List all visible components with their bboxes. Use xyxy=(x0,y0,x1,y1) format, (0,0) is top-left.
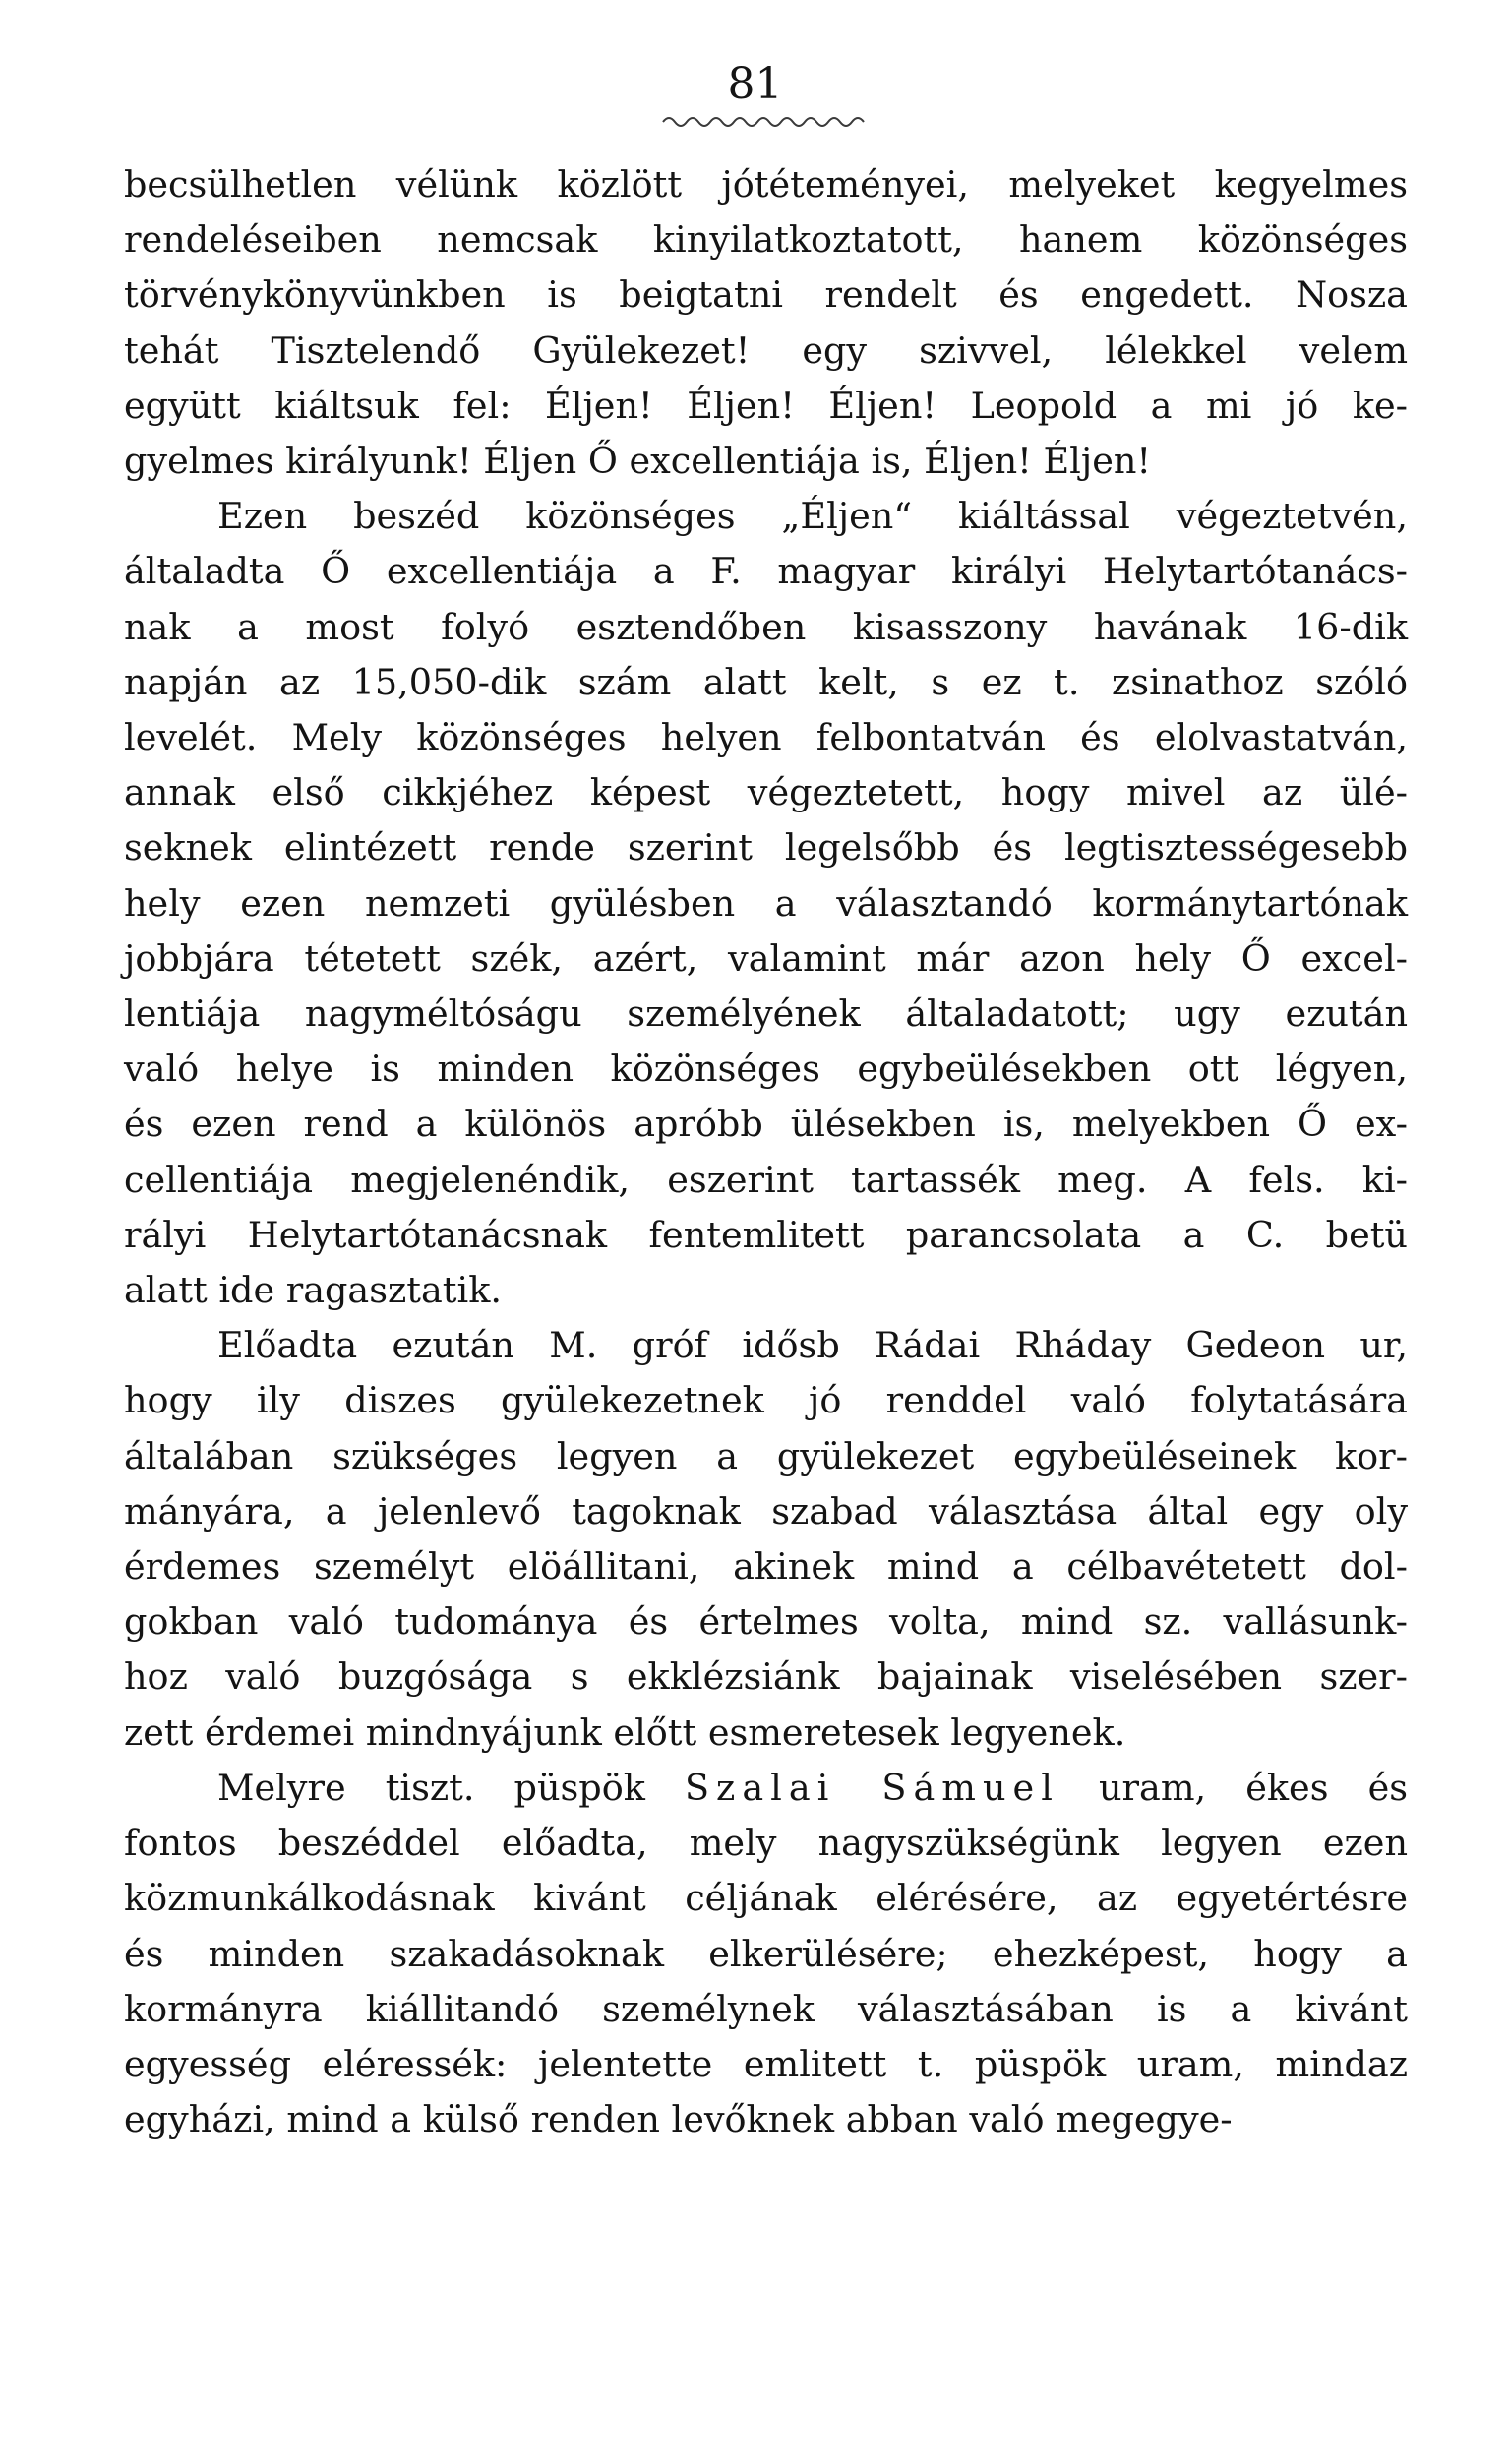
paragraph xyxy=(124,157,1408,489)
text-line: való helye is minden közönséges egybeülésekben ott légyen, xyxy=(124,1048,1408,1091)
text-line: Előadta ezután M. gróf idősb Rádai Rháday Gedeon ur, xyxy=(217,1324,1408,1367)
text-line: érdemes személyt elöállitani, akinek mind a célbavétetett dol- xyxy=(124,1545,1408,1589)
text-line: hogy ily diszes gyülekezetnek jó renddel való folytatására xyxy=(124,1379,1408,1422)
text-line: és ezen rend a különös apróbb ülésekben is, melyekben Ő ex- xyxy=(124,1103,1408,1146)
text-line: mányára, a jelenlevő tagoknak szabad választása által egy oly xyxy=(124,1489,1408,1532)
wavy-rule-ornament xyxy=(661,110,868,130)
text-line: gokban való tudománya és értelmes volta, mind sz. vallásunk- xyxy=(124,1600,1408,1644)
text-line: egyesség eléressék: jelentette emlitett t. püspök uram, mindaz xyxy=(124,2042,1408,2085)
text-line: hoz való buzgósága s ekklézsiánk bajainak viselésében szer- xyxy=(124,1655,1408,1699)
page-number: 81 xyxy=(727,59,783,109)
text-line: rendeléseiben nemcsak kinyilatkoztatott, hanem közönséges xyxy=(124,218,1408,262)
text-line: hely ezen nemzeti gyülésben a választandó kormánytartónak xyxy=(124,881,1408,925)
text-line: jobbjára tétetett szék, azért, valamint már azon hely Ő excel- xyxy=(124,936,1408,980)
text-line: gyelmes királyunk! Éljen Ő excellentiája is, Éljen! Éljen! xyxy=(124,440,1152,483)
text-line: és minden szakadásoknak elkerülésére; ehezképest, hogy a xyxy=(124,1932,1408,1975)
text-line: általadta Ő excellentiája a F. magyar királyi Helytartótanács- xyxy=(124,550,1408,593)
text-line: rályi Helytartótanácsnak fentemlitett parancsolata a C. betü xyxy=(124,1213,1408,1256)
text-line: nak a most folyó esztendőben kisasszony havának 16-dik xyxy=(124,605,1408,648)
text-line: Ezen beszéd közönséges „Éljen“ kiáltással végeztetvén, xyxy=(217,495,1408,538)
text-line: alatt ide ragasztatik. xyxy=(124,1269,502,1312)
paragraph xyxy=(124,1761,1408,2147)
text-line: seknek elintézett rende szerint legelsőbb és legtisztességesebb xyxy=(124,826,1408,870)
text-line: napján az 15,050-dik szám alatt kelt, s ez t. zsinathoz szóló xyxy=(124,660,1408,703)
text-line: annak első cikkjéhez képest végeztetett, hogy mivel az ülé- xyxy=(124,771,1408,814)
text-line: egyházi, mind a külső renden levőknek abban való megegye- xyxy=(124,2098,1233,2141)
text-line: cellentiája megjelenéndik, eszerint tartassék meg. A fels. ki- xyxy=(124,1158,1408,1201)
text-line: Melyre tiszt. püspök Szalai Sámuel uram, ékes és xyxy=(217,1766,1408,1809)
text-line: közmunkálkodásnak kivánt céljának elérésére, az egyetértésre xyxy=(124,1877,1408,1920)
text-line: együtt kiáltsuk fel: Éljen! Éljen! Éljen! Leopold a mi jó ke- xyxy=(124,384,1408,427)
body-text xyxy=(124,157,1408,2147)
text-line: általában szükséges legyen a gyülekezet egybeüléseinek kor- xyxy=(124,1434,1408,1477)
paragraph xyxy=(124,1318,1408,1761)
text-line: tehát Tisztelendő Gyülekezet! egy szivvel, lélekkel velem xyxy=(124,329,1408,372)
text-line: zett érdemei mindnyájunk előtt esmeretesek legyenek. xyxy=(124,1711,1126,1754)
text-line: lentiája nagyméltóságu személyének általadatott; ugy ezután xyxy=(124,992,1408,1036)
text-line: törvénykönyvünkben is beigtatni rendelt és engedett. Nosza xyxy=(124,273,1408,317)
text-line: fontos beszéddel előadta, mely nagyszükségünk legyen ezen xyxy=(124,1822,1408,1865)
paragraph xyxy=(124,489,1408,1318)
text-line: levelét. Mely közönséges helyen felbontatván és elolvastatván, xyxy=(124,716,1408,759)
text-line: kormányra kiállitandó személynek választásában is a kivánt xyxy=(124,1987,1408,2030)
text-line: becsülhetlen vélünk közlött jótéteményei, melyeket kegyelmes xyxy=(124,163,1408,206)
